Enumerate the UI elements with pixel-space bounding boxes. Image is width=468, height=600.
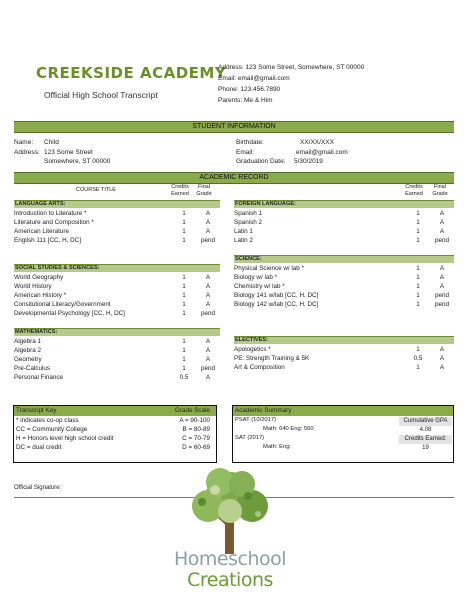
course-credits: 1 bbox=[182, 237, 186, 244]
transcript-key-box bbox=[13, 405, 217, 463]
course-title: PE: Strength Training & 5K bbox=[234, 355, 310, 362]
course-row bbox=[234, 282, 454, 291]
course-row bbox=[14, 337, 220, 346]
course-title: Latin 1 bbox=[234, 228, 253, 235]
student-address-line2: Somewhere, ST 00000 bbox=[44, 158, 111, 165]
course-grade: A bbox=[205, 301, 211, 308]
contact-block bbox=[218, 62, 364, 106]
course-title: Pre-Calculus bbox=[14, 365, 51, 372]
transcript-subtitle: Official High School Transcript bbox=[44, 90, 158, 100]
birthdate-label: Birthdate: bbox=[236, 139, 264, 146]
section-heading: LANGUAGE ARTS: bbox=[14, 200, 220, 208]
credits-header-line2: Earned bbox=[171, 191, 189, 197]
course-credits: 0.5 bbox=[179, 374, 189, 381]
academic-summary-box bbox=[232, 405, 454, 463]
course-title: World Geography bbox=[14, 274, 64, 281]
grade-scale-title: Grade Scale bbox=[174, 407, 210, 414]
course-grade: pend bbox=[434, 301, 449, 308]
logo-line1: Homeschool bbox=[173, 548, 287, 570]
contact-parents: Parents: Me & Him bbox=[218, 97, 273, 104]
grade-scale-value: D = 60-69 bbox=[182, 444, 210, 451]
course-grade: A bbox=[205, 219, 211, 226]
key-row bbox=[14, 425, 216, 434]
course-credits: 1 bbox=[182, 338, 186, 345]
course-grade: A bbox=[439, 346, 445, 353]
course-credits: 1 bbox=[182, 356, 186, 363]
course-credits: 1 bbox=[416, 274, 420, 281]
student-info-left bbox=[14, 138, 110, 167]
course-grade: A bbox=[205, 338, 211, 345]
grade-scale-value: C = 70-79 bbox=[182, 435, 210, 442]
course-title: Geometry bbox=[14, 356, 42, 363]
academic-record-band: ACADEMIC RECORD bbox=[14, 172, 454, 184]
grade-scale-value: A = 90-100 bbox=[179, 417, 210, 424]
section-heading: MATHEMATICS: bbox=[14, 328, 220, 336]
course-credits: 1 bbox=[416, 301, 420, 308]
course-grade: A bbox=[439, 274, 445, 281]
course-row bbox=[234, 300, 454, 309]
course-row bbox=[14, 300, 220, 309]
course-title: Consitutional Literacy/Government bbox=[14, 301, 111, 308]
course-credits: 1 bbox=[182, 292, 186, 299]
course-grade: pend bbox=[200, 237, 215, 244]
course-credits: 1 bbox=[416, 283, 420, 290]
course-grade: A bbox=[439, 283, 445, 290]
course-row bbox=[234, 227, 454, 236]
course-title: Apologetics * bbox=[234, 346, 271, 353]
grade-scale-value: B = 80-89 bbox=[182, 426, 210, 433]
course-row bbox=[234, 291, 454, 300]
course-grade: A bbox=[439, 265, 445, 272]
course-title: Spanish 1 bbox=[234, 210, 263, 217]
course-title: Developmental Psychology [CC, H, DC] bbox=[14, 310, 125, 317]
grade-header-right bbox=[428, 184, 452, 198]
credits-header-line2: Earned bbox=[405, 191, 423, 197]
name-label: Name: bbox=[14, 139, 34, 146]
course-grade: A bbox=[439, 210, 445, 217]
course-credits: 1 bbox=[416, 219, 420, 226]
credits-earned-label: Credits Earned: bbox=[399, 435, 452, 444]
course-credits: 1 bbox=[416, 237, 420, 244]
course-credits: 1 bbox=[416, 265, 420, 272]
graduation-label: Graduation Date: bbox=[236, 158, 286, 165]
gpa-block bbox=[399, 417, 452, 453]
student-info-right bbox=[236, 138, 348, 167]
section-heading: ELECTIVES: bbox=[234, 336, 454, 344]
course-credits: 1 bbox=[182, 219, 186, 226]
course-title: Latin 2 bbox=[234, 237, 253, 244]
course-credits: 1 bbox=[416, 364, 420, 371]
course-row bbox=[14, 236, 220, 245]
credits-header-right bbox=[402, 184, 426, 198]
course-credits: 1 bbox=[182, 365, 186, 372]
course-grade: A bbox=[205, 283, 211, 290]
key-definition: DC = dual credit bbox=[16, 444, 62, 451]
course-credits: 1 bbox=[416, 292, 420, 299]
student-name: Child bbox=[44, 139, 59, 146]
address-label: Address: bbox=[14, 148, 40, 156]
graduation-date: 5/30/2019 bbox=[294, 158, 323, 165]
course-row bbox=[14, 218, 220, 227]
course-title: Personal Finance bbox=[14, 374, 64, 381]
course-row bbox=[234, 354, 454, 363]
credits-header-line1: Credits bbox=[171, 184, 189, 190]
course-row bbox=[14, 282, 220, 291]
course-credits: 1 bbox=[416, 346, 420, 353]
course-grade: A bbox=[205, 228, 211, 235]
course-title: Introduction to Literature * bbox=[14, 210, 87, 217]
course-grade: A bbox=[439, 219, 445, 226]
course-row bbox=[234, 236, 454, 245]
sat-scores: Math: Eng: bbox=[263, 444, 292, 450]
grade-header-line2: Grade bbox=[432, 191, 448, 197]
key-row bbox=[14, 416, 216, 425]
course-title: Literature and Composition * bbox=[14, 219, 94, 226]
course-row bbox=[14, 227, 220, 236]
sat-label: SAT (2017) bbox=[235, 435, 265, 441]
course-credits: 1 bbox=[182, 228, 186, 235]
course-title: Chemistry w/ lab * bbox=[234, 283, 285, 290]
course-grade: A bbox=[439, 364, 445, 371]
credits-header-left bbox=[168, 184, 192, 198]
psat-label: PSAT (10/2017) bbox=[235, 417, 277, 423]
credits-header-line1: Credits bbox=[405, 184, 423, 190]
transcript-key-rows bbox=[14, 416, 216, 452]
course-grade: pend bbox=[434, 237, 449, 244]
grade-header-left bbox=[192, 184, 216, 198]
course-row bbox=[14, 291, 220, 300]
course-grade: A bbox=[205, 356, 211, 363]
course-title: Spanish 2 bbox=[234, 219, 263, 226]
course-grade: A bbox=[205, 374, 211, 381]
transcript-key-header bbox=[14, 406, 216, 416]
student-email: email@gmail.com bbox=[296, 148, 348, 156]
course-credits: 1 bbox=[416, 210, 420, 217]
course-row bbox=[234, 264, 454, 273]
course-title-header: COURSE TITLE bbox=[76, 187, 116, 193]
contact-address: Address: 123 Some Street, Somewhere, ST 00000 bbox=[218, 64, 365, 71]
grade-header-line1: Final bbox=[434, 184, 446, 190]
course-row bbox=[14, 309, 220, 318]
course-grade: A bbox=[439, 228, 445, 235]
course-grade: pend bbox=[200, 310, 215, 317]
logo-line2: Creations bbox=[187, 569, 273, 591]
key-row bbox=[14, 434, 216, 443]
course-grade: pend bbox=[434, 292, 449, 299]
key-row bbox=[14, 443, 216, 452]
psat-scores: Math: 640 Eng: 560 bbox=[263, 426, 314, 432]
course-row bbox=[234, 273, 454, 282]
student-address-line1: 123 Some Street bbox=[44, 148, 93, 156]
course-row bbox=[14, 346, 220, 355]
course-credits: 1 bbox=[182, 310, 186, 317]
course-title: American Literature bbox=[14, 228, 69, 235]
course-grade: A bbox=[205, 210, 211, 217]
email-label: Email: bbox=[236, 148, 255, 156]
credits-earned-value: 19 bbox=[422, 445, 429, 451]
course-credits: 1 bbox=[182, 283, 186, 290]
course-title: Biology w/ lab * bbox=[234, 274, 278, 281]
course-title: Biology 142 w/lab [CC, H, DC] bbox=[234, 301, 319, 308]
homeschool-creations-logo bbox=[170, 466, 290, 596]
signature-label: Official Signature: bbox=[14, 485, 62, 491]
contact-phone: Phone: 123.456.7890 bbox=[218, 86, 281, 93]
course-title: World History bbox=[14, 283, 52, 290]
course-grade: A bbox=[439, 355, 445, 362]
course-row bbox=[14, 273, 220, 282]
course-credits: 1 bbox=[182, 210, 186, 217]
course-row bbox=[234, 218, 454, 227]
course-row bbox=[14, 373, 220, 382]
course-credits: 1 bbox=[182, 347, 186, 354]
cumulative-gpa-label: Cumulative GPA bbox=[399, 417, 452, 426]
course-title: American History * bbox=[14, 292, 67, 299]
student-info-band: STUDENT INFORMATION bbox=[14, 121, 454, 133]
course-row bbox=[14, 355, 220, 364]
grade-header-line2: Grade bbox=[196, 191, 212, 197]
course-grade: A bbox=[205, 292, 211, 299]
academic-summary-title: Academic Summary bbox=[233, 406, 453, 416]
course-credits: 1 bbox=[182, 274, 186, 281]
course-grade: A bbox=[205, 347, 211, 354]
contact-email: Email: email@gmail.com bbox=[218, 75, 290, 82]
course-row bbox=[234, 209, 454, 218]
course-title: Biology 141 w/lab [CC, H, DC] bbox=[234, 292, 319, 299]
course-row bbox=[14, 209, 220, 218]
course-grade: A bbox=[205, 274, 211, 281]
key-definition: CC = Community College bbox=[16, 426, 88, 433]
course-title: Algebra 1 bbox=[14, 338, 41, 345]
course-credits: 1 bbox=[416, 228, 420, 235]
school-name: CREEKSIDE ACADEMY bbox=[36, 64, 227, 82]
birthdate-value: XX/XX/XXX bbox=[300, 139, 334, 146]
course-title: Art & Composition bbox=[234, 364, 285, 371]
course-title: English 111 [CC, H, DC] bbox=[14, 237, 81, 244]
grade-header-line1: Final bbox=[198, 184, 210, 190]
cumulative-gpa-value: 4.08 bbox=[419, 427, 432, 433]
section-heading: FOREIGN LANGUAGE: bbox=[234, 200, 454, 208]
course-row bbox=[234, 345, 454, 354]
course-title: Algebra 2 bbox=[14, 347, 41, 354]
section-heading: SCIENCE: bbox=[234, 255, 454, 263]
course-credits: 1 bbox=[182, 301, 186, 308]
section-heading: SOCIAL STUDIES & SCIENCES: bbox=[14, 264, 220, 272]
course-grade: pend bbox=[200, 365, 215, 372]
course-title: Physical Science w/ lab * bbox=[234, 265, 304, 272]
course-credits: 0.5 bbox=[413, 355, 423, 362]
key-definition: * indicates co-op class bbox=[16, 417, 79, 424]
course-row bbox=[14, 364, 220, 373]
key-definition: H = Honors level high school credit bbox=[16, 435, 114, 442]
course-row bbox=[234, 363, 454, 372]
transcript-key-title: Transcript Key bbox=[16, 407, 57, 414]
